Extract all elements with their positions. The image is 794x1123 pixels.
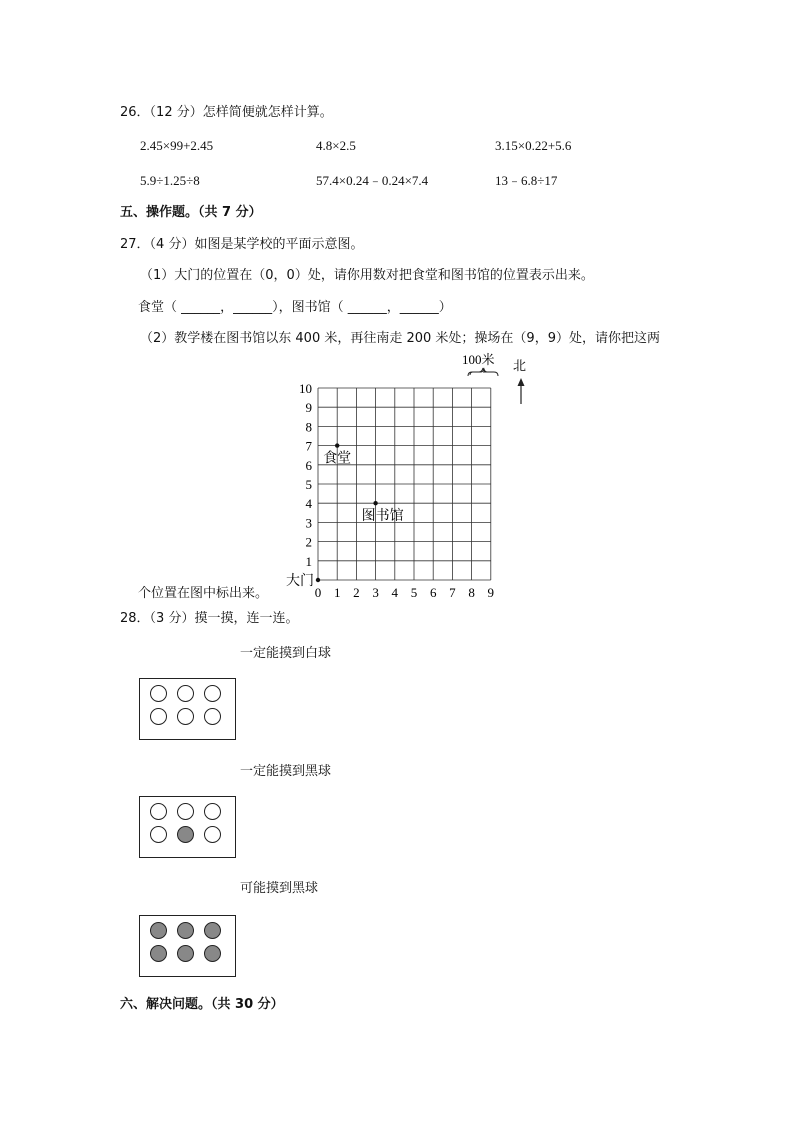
map-points xyxy=(286,443,404,589)
black-ball xyxy=(177,945,194,962)
q26-expr-1: 2.45×99+2.45 xyxy=(140,138,214,153)
q26-expr-2: 4.8×2.5 xyxy=(316,138,356,153)
y-tick-label: 9 xyxy=(305,400,312,416)
x-tick-label: 1 xyxy=(333,585,341,600)
x-tick-label: 8 xyxy=(468,585,475,600)
y-tick-label: 8 xyxy=(305,419,312,435)
x-tick-label: 2 xyxy=(353,585,360,600)
white-ball xyxy=(177,708,194,725)
white-ball xyxy=(204,685,221,702)
white-ball xyxy=(150,803,167,820)
black-ball xyxy=(204,945,221,962)
q26-title: 26．（12 分）怎样简便就怎样计算。 xyxy=(120,105,333,120)
white-ball xyxy=(150,708,167,725)
black-ball xyxy=(177,922,194,939)
x-tick-label: 3 xyxy=(372,585,379,600)
black-ball xyxy=(204,922,221,939)
x-tick-label: 0 xyxy=(314,585,322,600)
q28-label-3: 可能摸到黑球 xyxy=(240,881,319,896)
map-point-label: 食堂 xyxy=(323,451,352,467)
x-tick-label: 6 xyxy=(429,585,437,600)
y-tick-label: 2 xyxy=(305,534,312,550)
q27-title: 27．（4 分）如图是某学校的平面示意图。 xyxy=(120,237,364,252)
map-point-label: 图书馆 xyxy=(361,509,404,525)
map-point-label: 大门 xyxy=(286,574,314,589)
x-tick-label: 4 xyxy=(391,585,399,600)
q26-expr-5: 57.4×0.24﹣0.24×7.4 xyxy=(316,173,429,188)
q28-label-1: 一定能摸到白球 xyxy=(240,646,332,661)
north-label: 北 xyxy=(513,358,527,373)
y-tick-label: 7 xyxy=(305,438,312,454)
white-ball xyxy=(150,685,167,702)
map-y-ticks xyxy=(299,381,313,569)
section-6-heading: 六、解决问题。（共 30 分） xyxy=(120,997,284,1012)
y-tick-label: 5 xyxy=(305,477,312,492)
white-ball xyxy=(177,685,194,702)
y-tick-label: 1 xyxy=(305,553,312,569)
school-map xyxy=(270,350,540,605)
q28-title: 28．（3 分）摸一摸，连一连。 xyxy=(120,611,299,626)
scale-label: 100米 xyxy=(462,352,495,367)
white-ball xyxy=(204,708,221,725)
y-tick-label: 6 xyxy=(305,457,312,473)
ball-box-2 xyxy=(139,796,236,858)
section-5-heading: 五、操作题。（共 7 分） xyxy=(120,205,262,220)
q27-part2: （2）教学楼在图书馆以东 400 米，再往南走 200 米处；操场在（9，9）处，请你把这两 xyxy=(140,331,660,346)
x-tick-label: 7 xyxy=(449,585,456,600)
q27-fill-line: 食堂（ ______，______），图书馆（ ______，______） xyxy=(138,300,452,315)
ball-box-3 xyxy=(139,915,236,977)
map-grid xyxy=(318,388,491,580)
q27-part1: （1）大门的位置在（0，0）处，请你用数对把食堂和图书馆的位置表示出来。 xyxy=(140,268,594,283)
map-point xyxy=(335,443,339,447)
q28-label-2: 一定能摸到黑球 xyxy=(240,764,332,779)
q26-expr-6: 13﹣6.8÷17 xyxy=(495,173,558,188)
map-point xyxy=(373,501,377,505)
white-ball xyxy=(204,826,221,843)
map-x-ticks xyxy=(315,585,494,600)
white-ball xyxy=(177,803,194,820)
y-tick-label: 4 xyxy=(305,496,312,512)
x-tick-label: 9 xyxy=(487,585,495,600)
black-ball xyxy=(150,945,167,962)
map-point xyxy=(316,578,320,582)
q26-expr-3: 3.15×0.22+5.6 xyxy=(495,138,572,153)
black-ball xyxy=(150,922,167,939)
q27-part2-continued: 个位置在图中标出来。 xyxy=(138,586,269,601)
y-tick-label: 10 xyxy=(299,381,312,396)
q26-expr-4: 5.9÷1.25÷8 xyxy=(140,173,200,188)
white-ball xyxy=(204,803,221,820)
x-tick-label: 5 xyxy=(410,585,418,600)
y-tick-label: 3 xyxy=(305,515,312,531)
north-arrow-icon xyxy=(518,378,525,386)
black-ball xyxy=(177,826,194,843)
ball-box-1 xyxy=(139,678,236,740)
white-ball xyxy=(150,826,167,843)
